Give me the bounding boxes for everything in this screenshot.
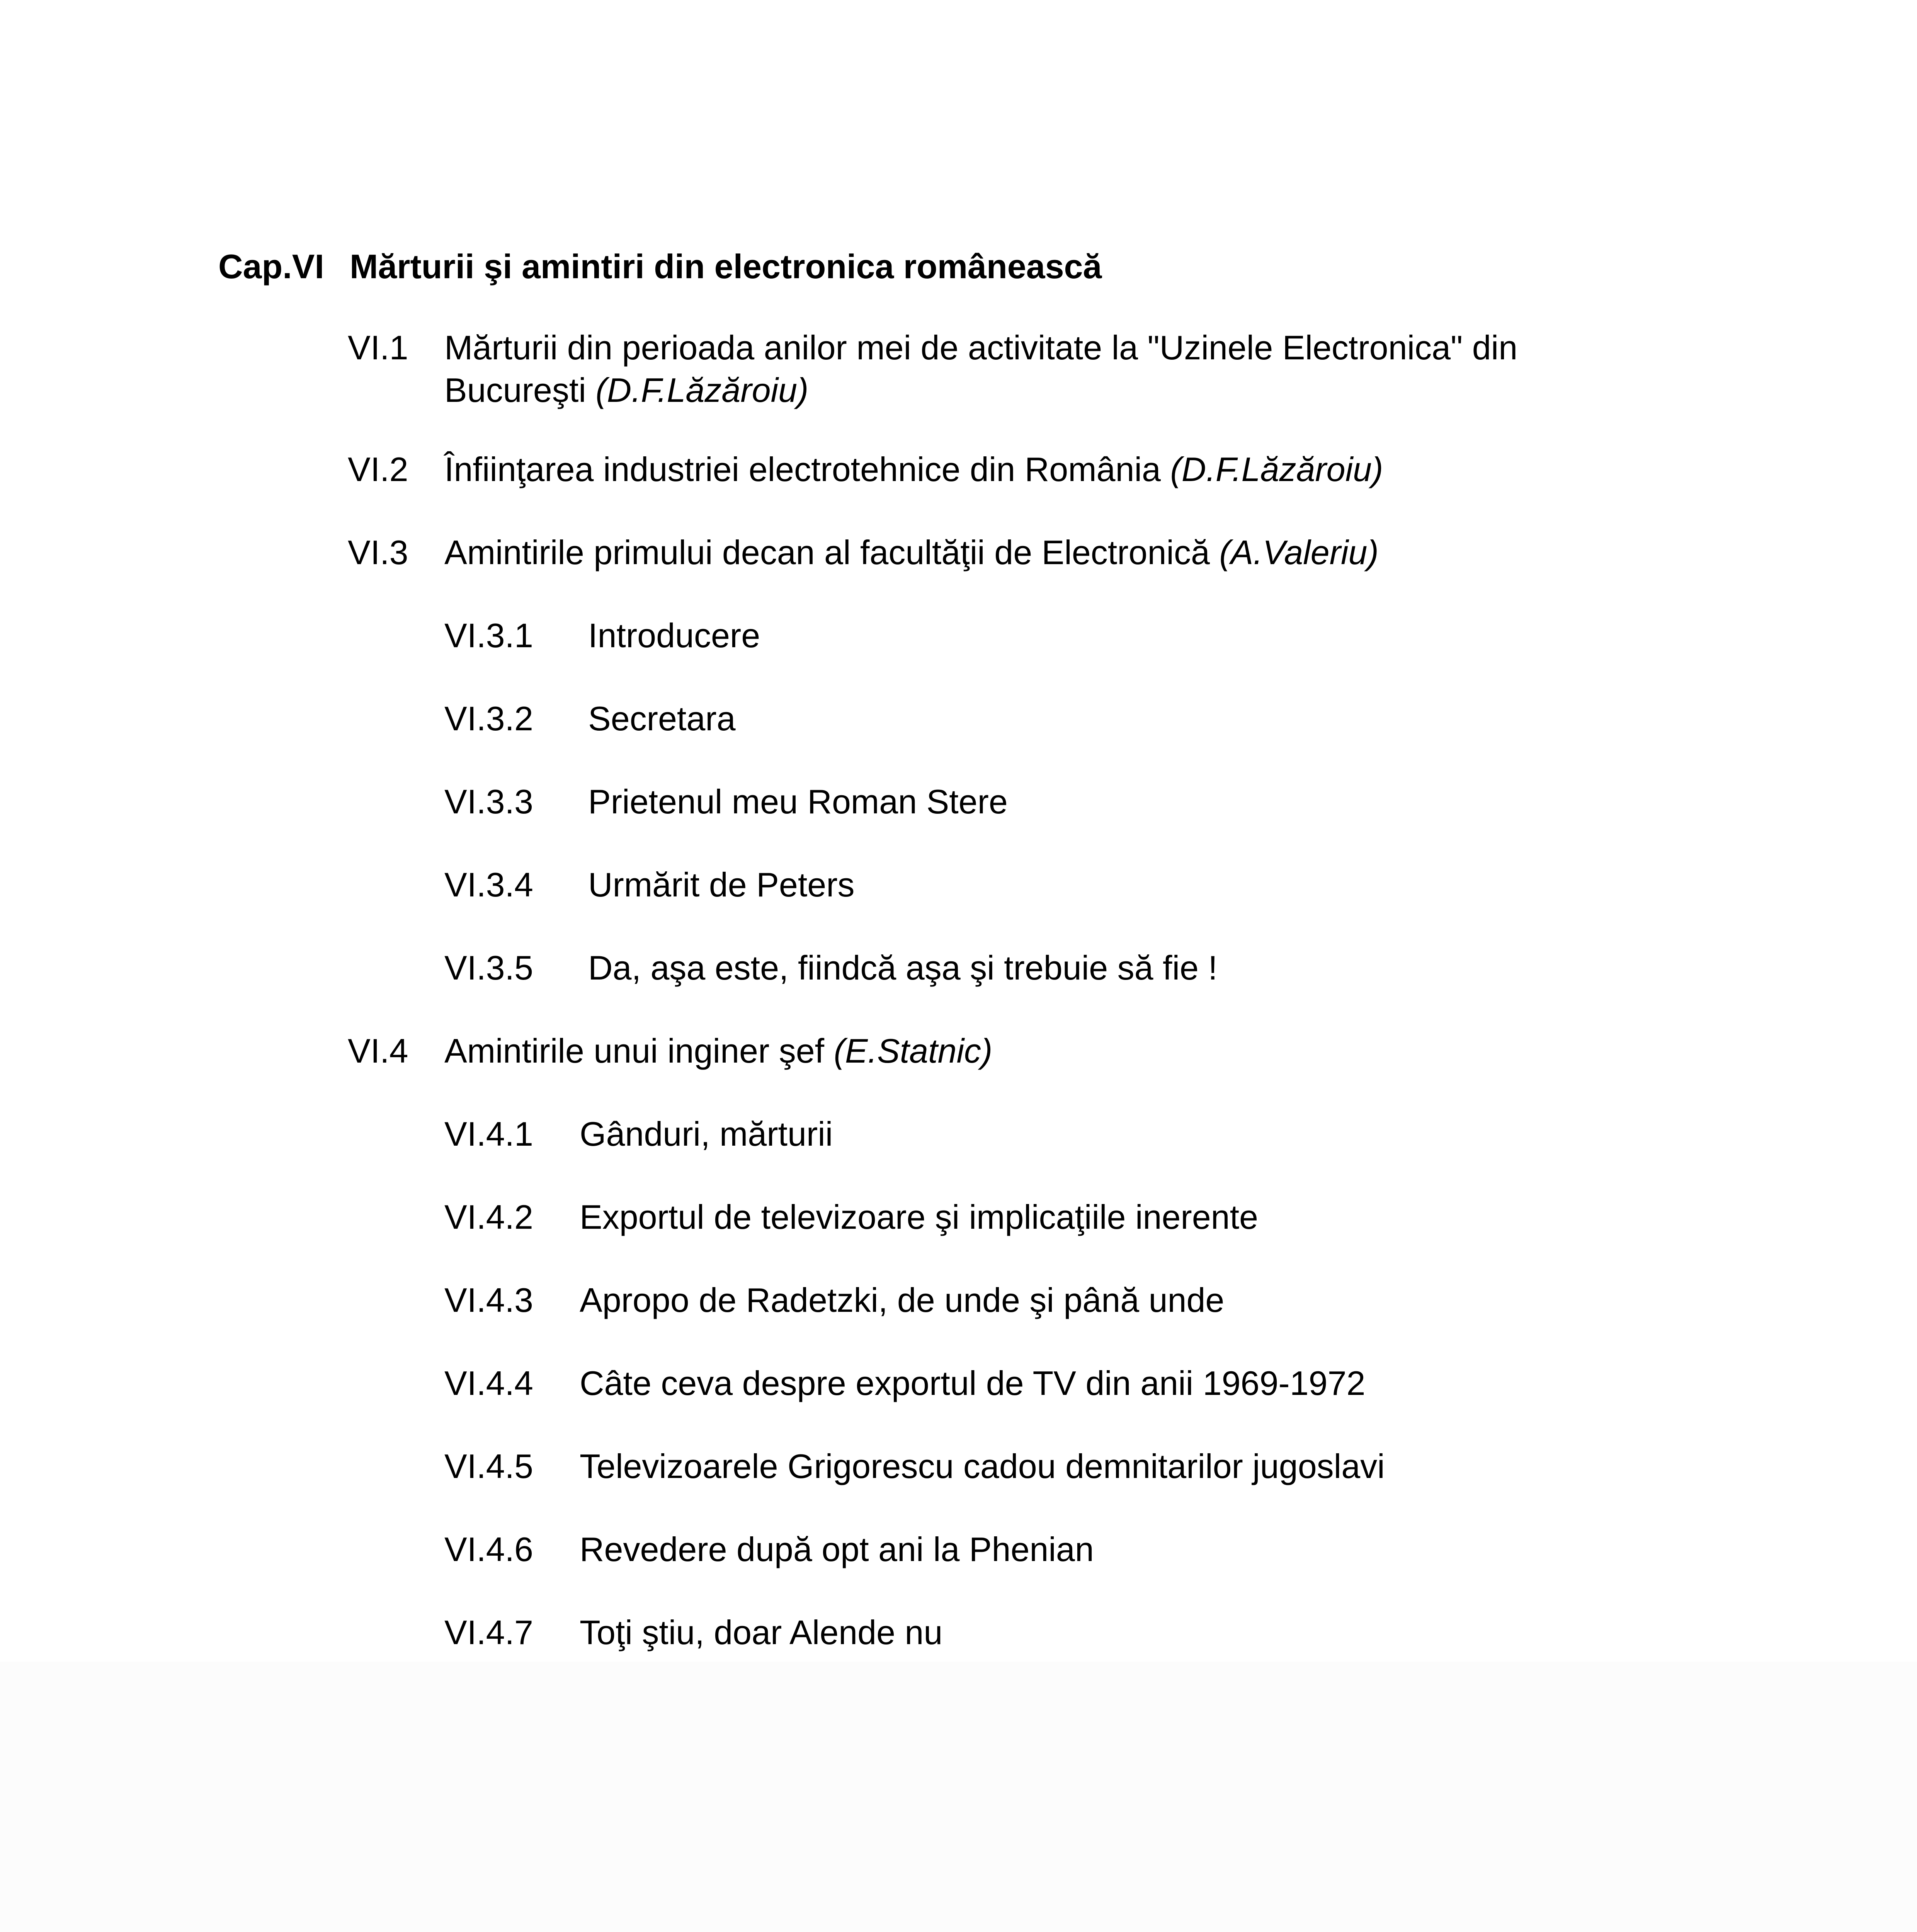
subsection-number: VI.4.2 (444, 1198, 533, 1236)
section-number: VI.1 (348, 328, 408, 367)
subsection-title: Secretara (588, 699, 736, 738)
section-number: VI.3 (348, 533, 408, 571)
chapter-title: Mărturii şi amintiri din electronica românească (350, 247, 1102, 286)
section-title-continued: Bucureşti (D.F.Lăzăroiu) (444, 371, 809, 409)
section-title: Amintirile unui inginer şef (E.Statnic) (444, 1032, 993, 1070)
section-number: VI.2 (348, 450, 408, 488)
subsection-title: Introducere (588, 616, 760, 655)
section-author: (A.Valeriu) (1219, 533, 1379, 571)
chapter-heading (218, 247, 1102, 286)
subsection-number: VI.4.5 (444, 1447, 533, 1485)
subsection-number: VI.4.3 (444, 1281, 533, 1319)
section-title: Amintirile primului decan al facultăţii de Electronică (A.Valeriu) (444, 533, 1379, 571)
section-author: (D.F.Lăzăroiu) (1170, 450, 1383, 488)
subsection-title: Revedere după opt ani la Phenian (580, 1530, 1094, 1568)
chapter-number: Cap.VI (218, 247, 324, 286)
subsection-number: VI.3.4 (444, 866, 533, 904)
subsection-number: VI.3.3 (444, 782, 533, 821)
subsection-number: VI.4.7 (444, 1613, 533, 1651)
subsection-number: VI.3.5 (444, 949, 533, 987)
subsection-title: Exportul de televizoare şi implicaţiile inerente (580, 1198, 1258, 1236)
subsection-title: Da, aşa este, fiindcă aşa şi trebuie să fie ! (588, 949, 1218, 987)
subsection-number: VI.4.1 (444, 1115, 533, 1153)
subsection-number: VI.4.6 (444, 1530, 533, 1568)
subsection-title: Gânduri, mărturii (580, 1115, 833, 1153)
subsection-title: Urmărit de Peters (588, 866, 855, 904)
subsection-title: Apropo de Radetzki, de unde şi până unde (580, 1281, 1225, 1319)
page-background-lower (0, 1662, 1917, 1932)
subsection-title: Prietenul meu Roman Stere (588, 782, 1008, 821)
subsection-title: Câte ceva despre exportul de TV din anii 1969-1972 (580, 1364, 1366, 1402)
section-title: Mărturii din perioada anilor mei de activitate la "Uzinele Electronica" din (444, 328, 1518, 367)
section-number: VI.4 (348, 1032, 408, 1070)
section-author: (E.Statnic) (833, 1032, 993, 1070)
section-title: Înfiinţarea industriei electrotehnice din România (D.F.Lăzăroiu) (444, 450, 1383, 488)
subsection-number: VI.4.4 (444, 1364, 533, 1402)
subsection-title: Televizoarele Grigorescu cadou demnitarilor jugoslavi (580, 1447, 1385, 1485)
subsection-number: VI.3.2 (444, 699, 533, 738)
section-author: (D.F.Lăzăroiu) (595, 371, 809, 409)
subsection-number: VI.3.1 (444, 616, 533, 655)
subsection-title: Toţi ştiu, doar Alende nu (580, 1613, 943, 1651)
